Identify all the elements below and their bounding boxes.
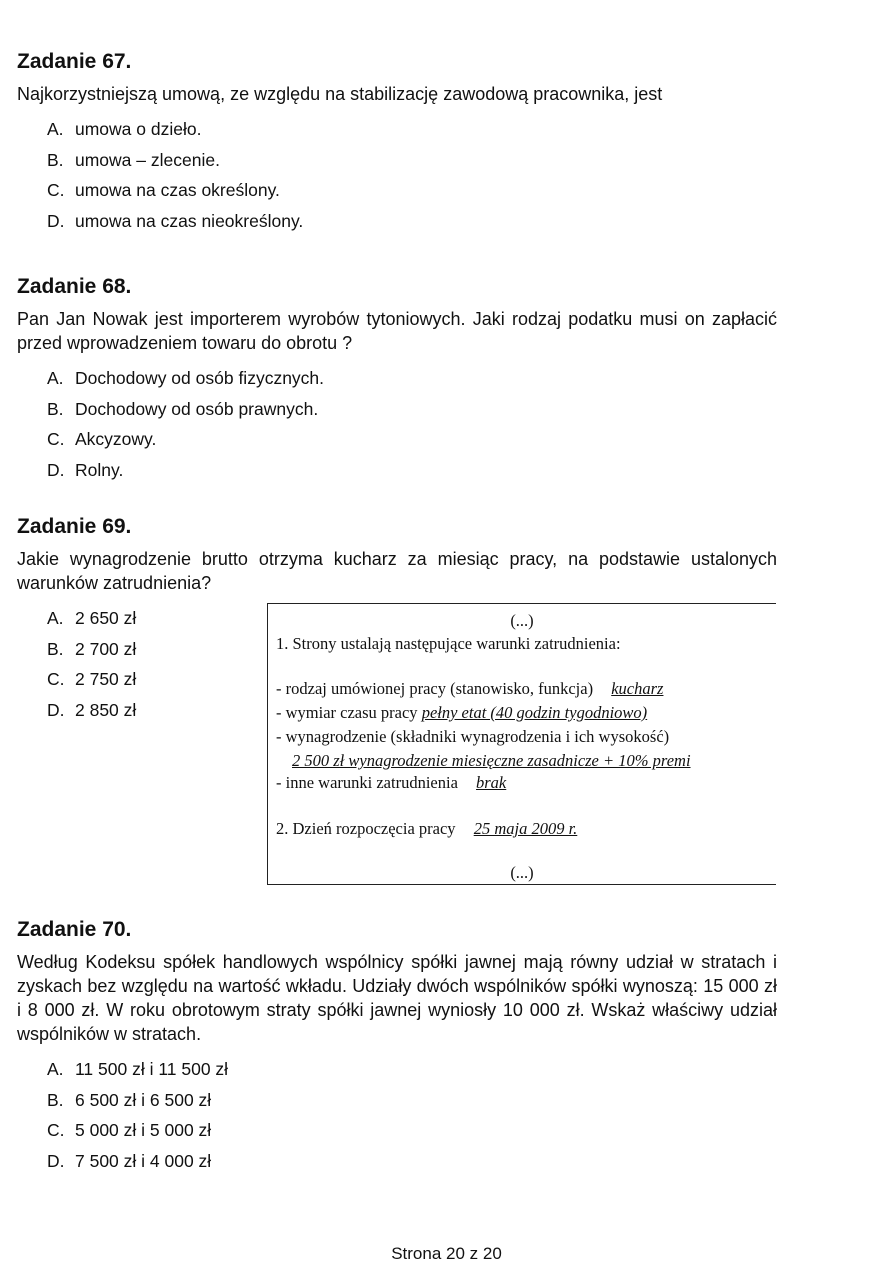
answer-text: 2 850 zł xyxy=(75,699,137,720)
answer-letter: A. xyxy=(47,368,64,388)
start-date-row xyxy=(276,819,577,839)
bottom-rule xyxy=(268,884,776,885)
answer-text: 2 750 zł xyxy=(75,669,137,689)
answer-letter: B. xyxy=(47,638,64,659)
answer-letter: D. xyxy=(47,459,65,480)
task-question: Najkorzystniejszą umową, ze względu na stabilizację zawodową pracownika, jest xyxy=(17,84,663,104)
task-70 xyxy=(17,918,777,1176)
answer-letter: D. xyxy=(47,699,65,720)
answer-text: Dochodowy od osób prawnych. xyxy=(75,398,319,419)
answer-option-d[interactable] xyxy=(47,206,777,237)
answer-option-a[interactable] xyxy=(47,603,247,634)
answer-option-c[interactable] xyxy=(47,424,777,455)
working-time-row xyxy=(276,703,647,723)
answer-option-d[interactable] xyxy=(47,455,777,486)
task-68 xyxy=(17,275,777,485)
answer-text: 7 500 zł i 4 000 zł xyxy=(75,1150,212,1171)
other-conditions-value: brak xyxy=(476,773,507,792)
start-date-value: 25 maja 2009 r. xyxy=(473,819,578,838)
answer-list xyxy=(47,363,777,485)
task-67 xyxy=(17,50,777,236)
answer-text: 6 500 zł i 6 500 zł xyxy=(75,1089,212,1110)
answer-option-d[interactable] xyxy=(47,1146,777,1177)
ellipsis-bottom: (...) xyxy=(510,863,534,882)
task-question: Jakie wynagrodzenie brutto otrzyma kucharz za miesiąc pracy, na podstawie ustalonych warunków zatrudnienia? xyxy=(17,549,777,593)
answer-option-a[interactable] xyxy=(47,114,777,145)
answer-letter: A. xyxy=(47,119,64,139)
answer-option-c[interactable] xyxy=(47,1115,777,1146)
task-title: Zadanie 67. xyxy=(17,50,132,73)
answer-text: 11 500 zł i 11 500 zł xyxy=(75,1059,229,1079)
answer-option-c[interactable] xyxy=(47,175,777,206)
other-conditions-row xyxy=(276,773,506,793)
task-title: Zadanie 68. xyxy=(17,275,132,298)
answer-letter: C. xyxy=(47,429,65,449)
answer-letter: A. xyxy=(47,608,64,628)
answer-letter: C. xyxy=(47,669,65,689)
answer-letter: B. xyxy=(47,1089,64,1110)
answer-text: umowa o dzieło. xyxy=(75,119,202,139)
answer-list xyxy=(47,1054,777,1176)
task-question: Pan Jan Nowak jest importerem wyrobów tytoniowych. Jaki rodzaj podatku musi on zapłacić przed wprowadzeniem towaru do obrotu ? xyxy=(17,309,777,353)
top-rule xyxy=(268,603,776,604)
salary-label: - wynagrodzenie (składniki wynagrodzenia i ich wysokość) xyxy=(276,727,670,746)
salary-row xyxy=(276,727,669,747)
other-conditions-label: - inne warunki zatrudnienia xyxy=(276,773,458,792)
answer-text: 5 000 zł i 5 000 zł xyxy=(75,1120,212,1140)
answer-option-c[interactable] xyxy=(47,664,247,695)
answer-letter: C. xyxy=(47,180,65,200)
answer-letter: A. xyxy=(47,1059,64,1079)
start-date-label: 2. Dzień rozpoczęcia pracy xyxy=(276,819,456,838)
answer-letter: C. xyxy=(47,1120,65,1140)
answer-letter: B. xyxy=(47,149,64,170)
answer-text: umowa – zlecenie. xyxy=(75,149,220,170)
answer-letter: D. xyxy=(47,1150,65,1171)
answer-option-b[interactable] xyxy=(47,1085,777,1116)
task-question: Według Kodeksu spółek handlowych wspólnicy spółki jawnej mają równy udział w stratach i zyskach bez względu na wartość wkładu. Udziały dwóch wspólników spółki wynoszą: 15 000 zł i 8 000 zł. W roku obrotowym straty spółki jawnej wyniosły 10 000 zł. Wskaż właściwy udział wspólników w stratach. xyxy=(17,952,777,1044)
answer-text: umowa na czas określony. xyxy=(75,180,280,200)
task-title: Zadanie 69. xyxy=(17,515,132,538)
answer-option-b[interactable] xyxy=(47,145,777,176)
working-time-value: pełny etat (40 godzin tygodniowo) xyxy=(421,703,648,722)
answer-list xyxy=(47,114,777,236)
answer-text: Dochodowy od osób fizycznych. xyxy=(75,368,325,388)
answer-list xyxy=(47,603,247,725)
task-title: Zadanie 70. xyxy=(17,918,132,941)
working-time-label: - wymiar czasu pracy xyxy=(276,703,418,722)
work-type-row xyxy=(276,679,663,699)
answer-text: Rolny. xyxy=(75,459,124,480)
answer-text: 2 700 zł xyxy=(75,638,137,659)
page-number: Strona 20 z 20 xyxy=(391,1244,502,1263)
work-type-value: kucharz xyxy=(611,679,664,698)
answer-option-b[interactable] xyxy=(47,634,247,665)
answer-option-a[interactable] xyxy=(47,363,777,394)
contract-excerpt xyxy=(267,603,776,885)
answer-option-a[interactable] xyxy=(47,1054,777,1085)
conditions-heading: 1. Strony ustalają następujące warunki zatrudnienia: xyxy=(276,634,621,653)
answer-option-d[interactable] xyxy=(47,695,247,726)
ellipsis-top: (...) xyxy=(510,611,534,630)
salary-value-row xyxy=(292,751,776,771)
answer-text: Akcyzowy. xyxy=(75,429,157,449)
salary-value: 2 500 zł wynagrodzenie miesięczne zasadnicze + 10% premi xyxy=(292,751,691,770)
answer-text: umowa na czas nieokreślony. xyxy=(75,210,304,231)
answer-letter: D. xyxy=(47,210,65,231)
answer-option-b[interactable] xyxy=(47,394,777,425)
answer-text: 2 650 zł xyxy=(75,608,137,628)
answer-letter: B. xyxy=(47,398,64,419)
work-type-label: - rodzaj umówionej pracy (stanowisko, funkcja) xyxy=(276,679,594,698)
